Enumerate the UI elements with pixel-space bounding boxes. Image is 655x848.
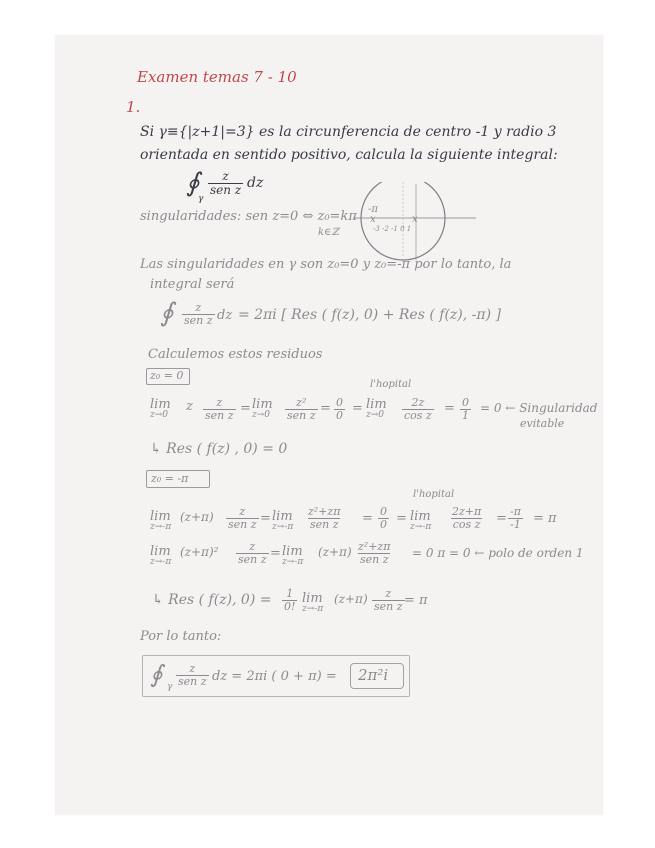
case1-lim3-word: lim	[366, 397, 387, 412]
k-in-z: k∈ℤ	[318, 227, 339, 238]
case1-frac2-den: sen z	[287, 408, 316, 422]
case1-frac2	[285, 397, 318, 421]
case2-l1-frac-den: sen z	[228, 517, 257, 531]
case2-l2-end: = 0 π = 0 ← polo de orden 1	[412, 546, 584, 560]
case1-frac1-num: z	[216, 396, 223, 409]
case2-l3-end: = π	[404, 593, 428, 608]
case2-l2-frac2-num: z²+zπ	[358, 540, 391, 553]
case2-l2-frac2	[356, 541, 392, 565]
statement-line-2: orientada en sentido positivo, calcula la siguiente integral:	[140, 147, 558, 163]
case1-frac1-den: sen z	[205, 408, 234, 422]
final-fraction	[176, 663, 209, 687]
final-frac-num: z	[189, 662, 196, 675]
case1-eq2: =	[320, 401, 331, 416]
final-frac-den: sen z	[178, 674, 207, 688]
case2-l1-lim2	[272, 510, 293, 532]
case2-l1-frac3-num: 0	[380, 505, 387, 518]
case2-l2-lim-word: lim	[150, 544, 171, 559]
case1-eq4: =	[444, 401, 455, 416]
case1-frac1	[203, 397, 236, 421]
case2-l3-frac-num: 1	[286, 587, 294, 600]
case2-l3-frac2-num: z	[385, 587, 392, 600]
case1-result2: evitable	[520, 417, 565, 430]
case2-l1-frac-num: z	[239, 505, 246, 518]
case2-l1-frac4-num: 2z+π	[452, 505, 482, 518]
case2-lhopital: l'hopital	[413, 489, 455, 500]
case2-l1-lim	[150, 510, 171, 532]
case1-residue: ↳ Res ( f(z) , 0) = 0	[150, 441, 288, 457]
case1-eq3: =	[352, 401, 363, 416]
case2-l2-lim-sub: z→-π	[150, 557, 172, 567]
case2-l2-frac2-den: sen z	[359, 552, 389, 566]
case1-frac4-den: cos z	[404, 408, 432, 422]
case1-frac3	[334, 397, 345, 421]
main-fraction	[182, 302, 215, 326]
conclusion-label: Por lo tanto:	[140, 629, 222, 644]
case2-l2-lim2-sub: z→-π	[282, 557, 304, 567]
case2-l1-frac	[226, 506, 259, 530]
case2-l2-lim2	[282, 545, 303, 567]
case1-result: = 0 ← Singularidad	[480, 401, 598, 415]
main-frac-den: sen z	[184, 313, 213, 327]
case2-l1-lim-sub: z→-π	[150, 522, 172, 532]
case1-frac5-num: 0	[462, 396, 469, 409]
case2-l1-lim3-word: lim	[410, 509, 431, 524]
case2-l1-lim2-word: lim	[272, 509, 293, 524]
case1-lim3-sub: z→0	[366, 410, 385, 420]
final-answer: 2π²i	[358, 666, 389, 684]
case2-l2-mid: (z+π)	[318, 545, 352, 559]
circle-mark-origin: x	[412, 214, 418, 225]
case1-frac3-den: 0	[336, 408, 343, 422]
case2-l3-lim	[302, 592, 323, 614]
case1-lim1	[150, 398, 171, 420]
case1-lim2-sub: z→0	[252, 410, 271, 420]
case1-frac3-num: 0	[336, 396, 343, 409]
case2-l1-lim3-sub: z→-π	[410, 522, 432, 532]
case1-z: z	[186, 399, 193, 414]
statement-line-1: Si γ≡{|z+1|=3} es la circunferencia de centro -1 y radio 3	[140, 124, 557, 140]
case1-frac5	[460, 397, 471, 421]
main-frac-num: z	[195, 301, 202, 314]
integrand-denominator: sen z	[210, 182, 242, 197]
problem-number: 1.	[126, 98, 141, 116]
case2-l2-eq: =	[270, 546, 281, 561]
main-rhs: = 2πi [ Res ( f(z), 0) + Res ( f(z), -π) ]	[238, 307, 501, 323]
case2-l1-frac5	[508, 506, 523, 530]
case1-lim3	[366, 398, 387, 420]
case2-l2-frac	[236, 541, 269, 565]
case1-lim1-word: lim	[150, 397, 171, 412]
case2-l1-frac2-den: sen z	[309, 517, 339, 531]
case2-l1-frac3-den: 0	[380, 517, 387, 531]
integrand-fraction	[208, 170, 243, 196]
case2-l3-mid: (z+π)	[334, 592, 368, 606]
case2-l1-pre: (z+π)	[180, 510, 214, 524]
case2-l2-lim	[150, 545, 171, 567]
case1-lim2-word: lim	[252, 397, 273, 412]
final-subscript: γ	[167, 682, 173, 692]
case2-l1-lim2-sub: z→-π	[272, 522, 294, 532]
main-integral-symbol: ∮	[160, 298, 174, 328]
case2-l2-frac-num: z	[249, 540, 256, 553]
main-dz: dz	[217, 308, 233, 323]
case2-l3-pre: ↳ Res ( f(z), 0) =	[152, 592, 272, 608]
case2-l1-eq4: =	[496, 511, 507, 526]
circle-label-minus-pi: -π	[368, 204, 378, 215]
case2-l1-lim-word: lim	[150, 509, 171, 524]
contour-integral-symbol: ∮	[186, 168, 200, 198]
inside-line-1: Las singularidades en γ son z₀=0 y z₀=-π por lo tanto, la	[140, 257, 512, 272]
case2-l2-lim2-word: lim	[282, 544, 303, 559]
case2-l2-pre: (z+π)²	[180, 545, 219, 559]
case2-box-text: z₀ = -π	[151, 472, 189, 485]
singularities-line: singularidades: sen z=0 ⇔ z₀=kπ	[140, 209, 357, 224]
case1-frac2-num: z²	[296, 396, 307, 409]
case2-l1-frac5-den: -1	[510, 517, 521, 531]
case2-l1-eq: =	[260, 511, 271, 526]
case2-l1-frac5-num: -π	[510, 505, 521, 518]
case2-l1-frac2-num: z²+zπ	[308, 505, 341, 518]
contour-subscript: γ	[198, 194, 204, 204]
case2-l1-frac3	[378, 506, 389, 530]
case2-l3-lim-sub: z→-π	[302, 604, 324, 614]
case2-l2-frac-den: sen z	[238, 552, 267, 566]
case2-l1-frac2	[306, 506, 342, 530]
case2-l1-frac4-den: cos z	[452, 517, 481, 531]
final-integral-symbol: ∮	[150, 660, 163, 688]
case2-l1-eq3: =	[396, 511, 407, 526]
exam-title: Examen temas 7 - 10	[137, 68, 297, 86]
inside-line-2: integral será	[150, 277, 235, 292]
case1-frac4	[402, 397, 434, 421]
circle-tick-labels: -3 -2 -1 0 1	[373, 225, 412, 233]
integrand-numerator: z	[222, 169, 229, 183]
case2-l3-frac	[282, 588, 297, 612]
case1-lim2	[252, 398, 273, 420]
case1-lim1-sub: z→0	[150, 410, 169, 420]
case2-l1-frac4	[450, 506, 483, 530]
case2-l1-eq2: =	[362, 511, 373, 526]
case1-frac4-num: 2z	[411, 396, 425, 409]
calc-label: Calculemos estos residuos	[148, 347, 323, 362]
case2-l3-frac-den: 0!	[284, 599, 296, 613]
circle-mark-x: x	[370, 214, 376, 225]
case2-l3-frac2-den: sen z	[374, 599, 403, 613]
final-middle: dz = 2πi ( 0 + π) =	[212, 669, 337, 684]
case2-l1-end: = π	[533, 511, 557, 526]
case2-l3-lim-word: lim	[302, 591, 323, 606]
case1-eq1: =	[240, 401, 251, 416]
case1-box-text: z₀ = 0	[150, 369, 184, 382]
case1-frac5-den: 1	[462, 408, 469, 422]
case2-l3-frac2	[372, 588, 405, 612]
integrand-dz: dz	[247, 175, 264, 191]
case1-lhopital: l'hopital	[370, 379, 412, 390]
case2-l1-lim3	[410, 510, 431, 532]
